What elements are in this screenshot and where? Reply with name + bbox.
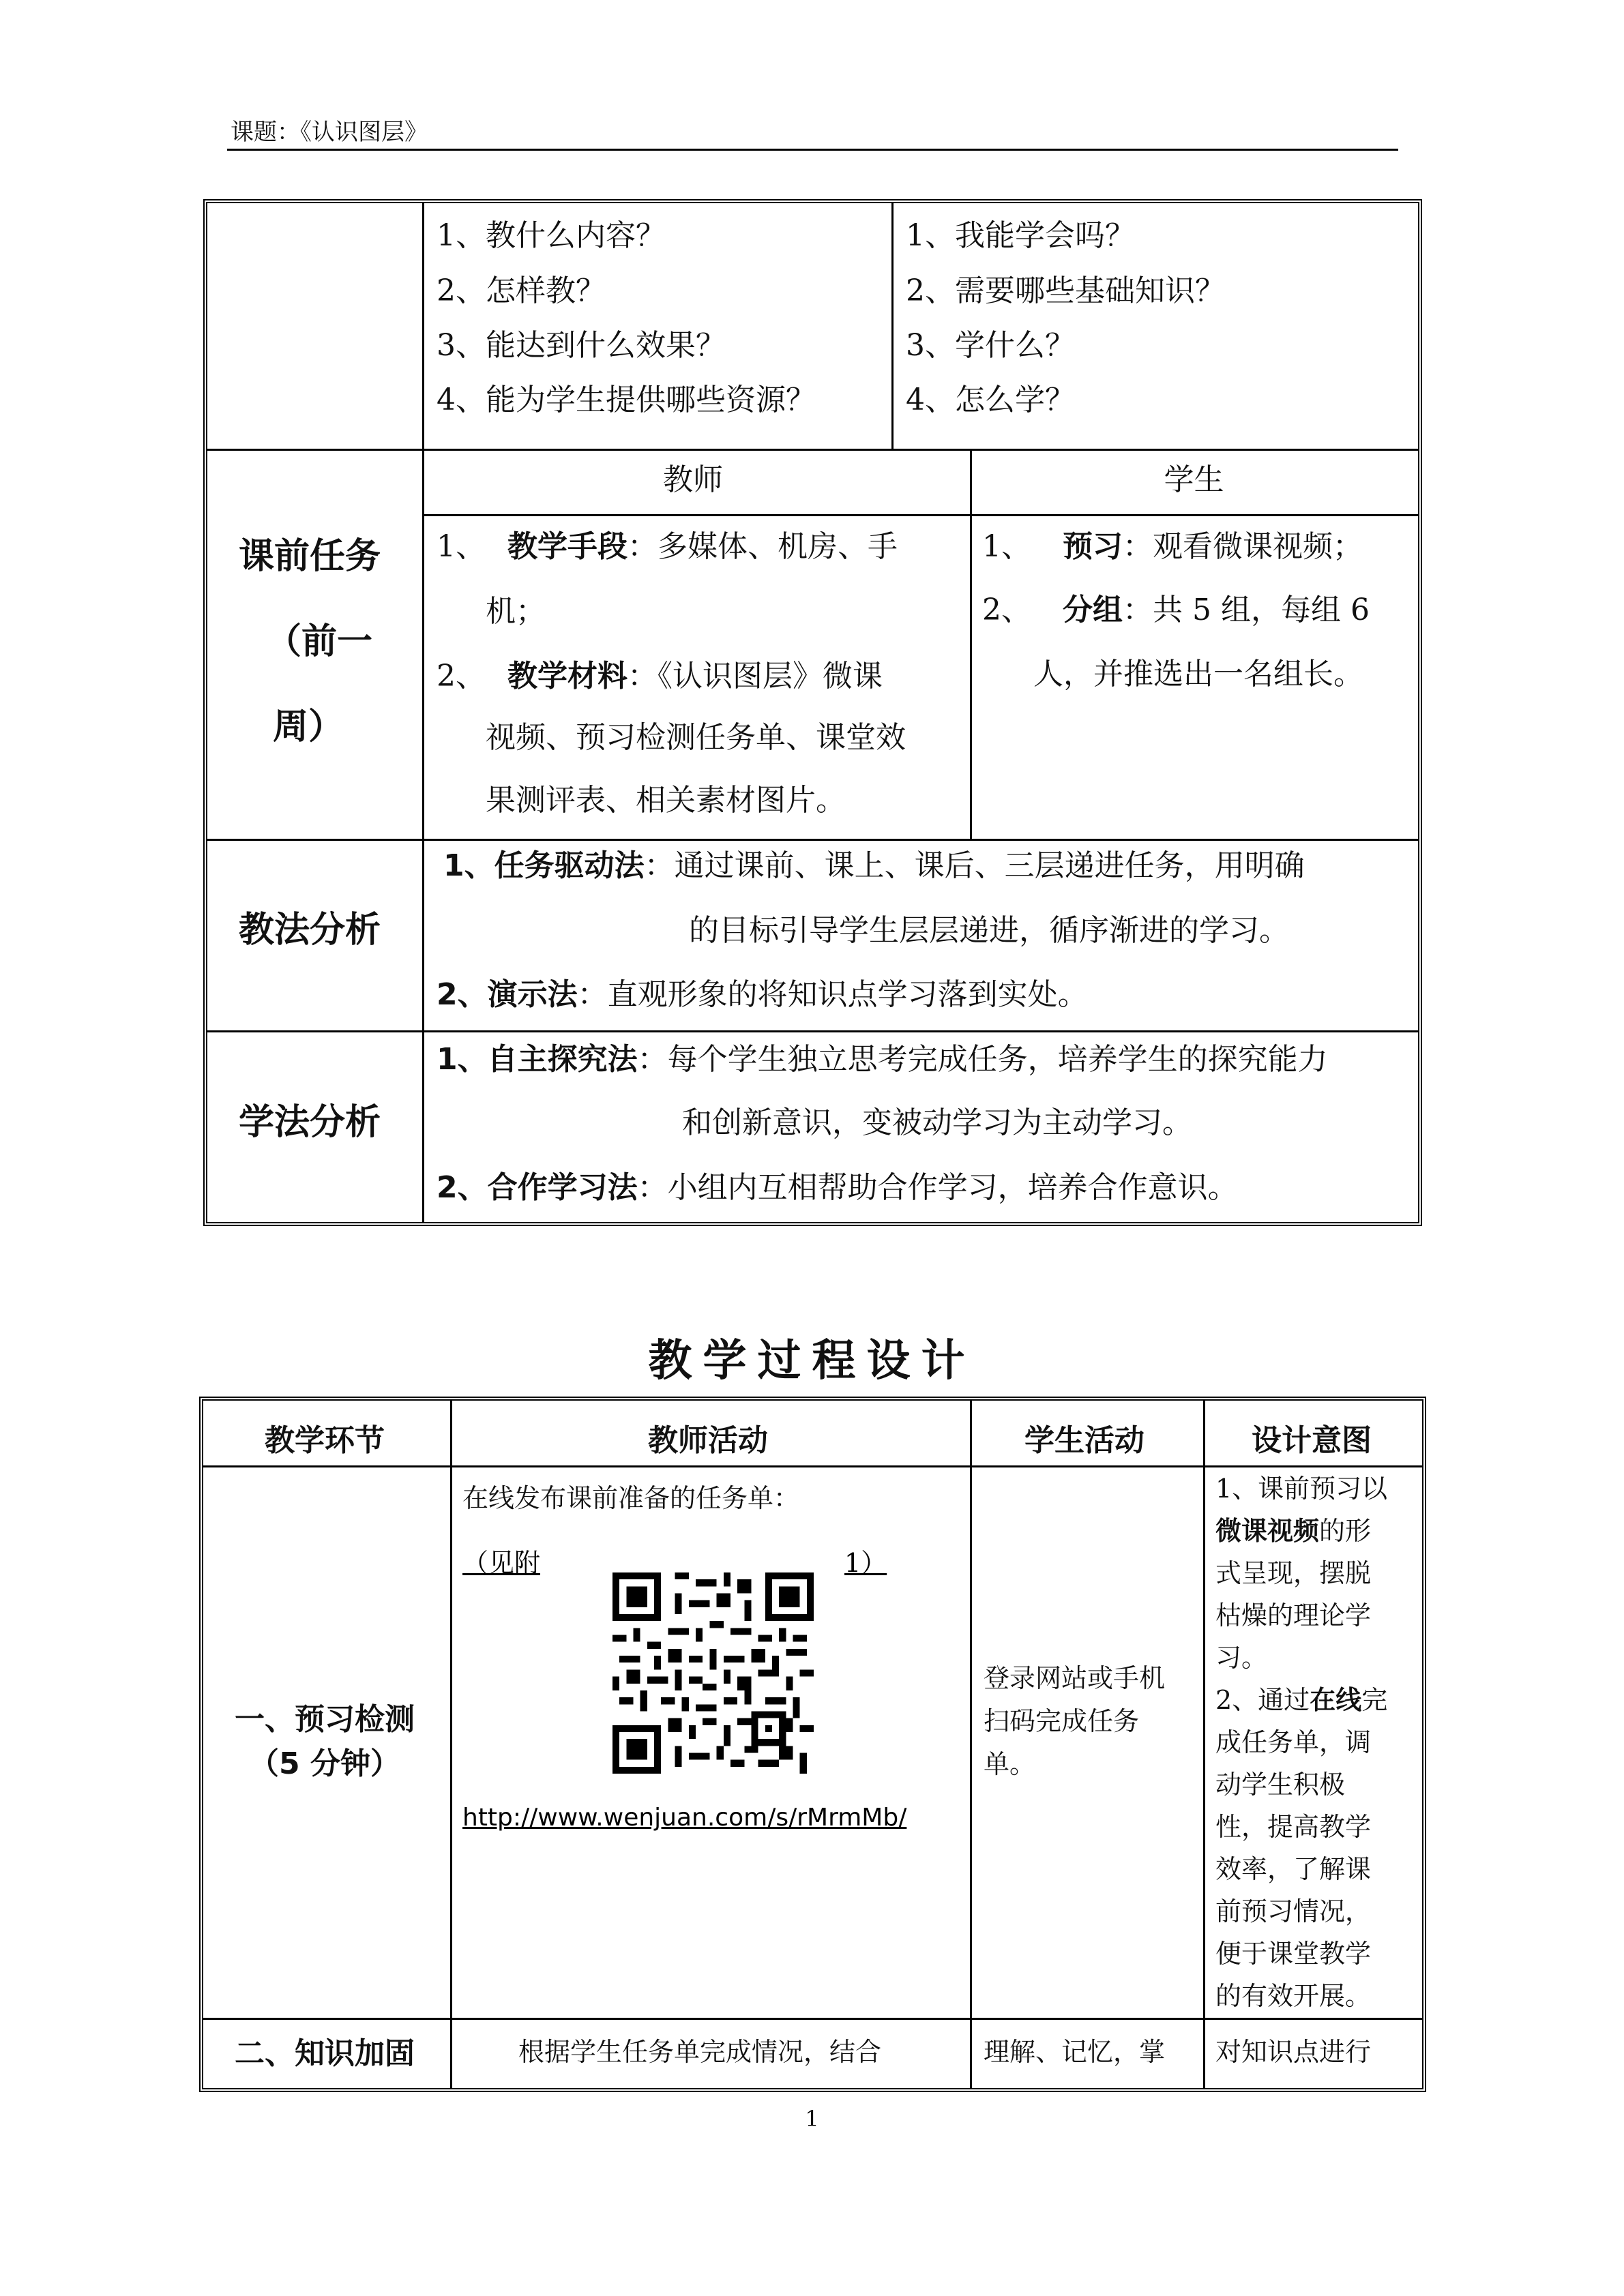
intent-part: 的形 [1319, 1516, 1372, 1546]
student-column-header: 学生 [1164, 462, 1224, 497]
item-text: ：每个学生独立思考完成任务，培养学生的探究能力 [637, 1042, 1328, 1077]
intent-keyword: 微课视频 [1215, 1516, 1320, 1546]
col-border [1203, 1401, 1205, 2088]
student-question: 3、学什么？ [906, 328, 1075, 363]
intent-text [1215, 1518, 1371, 1544]
col-border [450, 1401, 452, 2088]
student-activity-text: 理解、记忆，掌 [984, 2037, 1166, 2067]
item-text: ：观看微课视频； [1123, 529, 1363, 564]
attachment-ref-left[interactable]: （见附 [462, 1548, 541, 1578]
item-keyword: 演示法 [487, 977, 578, 1012]
item-text: ：通过课前、课上、课后、三层递进任务，用明确 [644, 848, 1305, 883]
label-column-border [422, 203, 424, 1222]
intent-part: 完 [1361, 1685, 1388, 1715]
intent-text [1215, 1687, 1387, 1713]
student-question: 4、怎么学？ [906, 383, 1075, 417]
item-keyword: 合作学习法 [487, 1170, 638, 1205]
item-text: ：多媒体、机房、手 [628, 529, 898, 564]
stage-preview-check: 一、预习检测 [235, 1702, 415, 1737]
item-keyword: 自主探究法 [487, 1042, 638, 1077]
learning-method-item [437, 1042, 1328, 1077]
teacher-item-cont: 机； [486, 594, 546, 629]
teaching-method-cont: 的目标引导学生层层递进，循序渐进的学习。 [689, 913, 1289, 948]
student-item-cont: 人，并推选出一名组长。 [1033, 657, 1363, 691]
item-number: 2、 [437, 977, 488, 1012]
item-text: ：小组内互相帮助合作学习，培养合作意识。 [637, 1170, 1238, 1205]
pre-task-label: 课前任务 [239, 536, 381, 577]
intent-text: 1、课前预习以 [1215, 1474, 1388, 1504]
student-question: 1、我能学会吗？ [906, 218, 1135, 253]
learning-method-cont: 和创新意识，变被动学习为主动学习。 [682, 1105, 1192, 1140]
learning-method-label: 学法分析 [239, 1102, 381, 1143]
header-teacher-activity: 教师活动 [648, 1423, 768, 1458]
pre-task-label: （前一 [266, 621, 373, 662]
intent-text: 成任务单，调 [1215, 1727, 1372, 1757]
teacher-column-header: 教师 [663, 462, 723, 497]
student-activity-text: 登录网站或手机 [984, 1663, 1166, 1693]
intent-text: 式呈现，摆脱 [1215, 1558, 1372, 1588]
row3-bottom-border [207, 1030, 1418, 1032]
header-row-border [203, 1465, 1422, 1467]
teacher-item [437, 659, 883, 694]
section-title: 教学过程设计 [648, 1336, 976, 1386]
teacher-question: 2、怎样教？ [437, 273, 606, 308]
item-number: 1、 [437, 529, 486, 564]
pre-task-label: 周） [273, 706, 344, 747]
item-number: 2、 [982, 593, 1031, 627]
item-number: 1、 [982, 529, 1031, 564]
teacher-item-cont: 视频、预习检测任务单、课堂效 [486, 720, 906, 755]
attachment-ref-right[interactable]: 1） [844, 1548, 887, 1578]
stage-duration: （5 分钟） [249, 1746, 400, 1781]
intent-text: 便于课堂教学 [1215, 1939, 1372, 1969]
item-keyword: 任务驱动法 [494, 848, 645, 883]
teacher-activity-text: 根据学生任务单完成情况，结合 [518, 2037, 882, 2067]
intent-text: 习。 [1215, 1643, 1268, 1673]
document-header: 课题：《认识图层》 [231, 119, 428, 146]
item-keyword: 分组 [1063, 593, 1123, 627]
row1-split-border [891, 203, 894, 450]
teaching-method-item [437, 977, 1088, 1012]
teacher-question: 4、能为学生提供哪些资源？ [437, 383, 816, 417]
teacher-question: 3、能达到什么效果？ [437, 328, 726, 363]
header-rule [227, 149, 1398, 151]
item-keyword: 预习 [1063, 529, 1123, 564]
intent-text: 对知识点进行 [1215, 2037, 1372, 2067]
item-number: 2、 [437, 659, 486, 694]
pre-task-header-border [422, 514, 1418, 516]
item-text: ：共 5 组，每组 6 [1123, 593, 1370, 627]
qr-code-image[interactable] [612, 1572, 814, 1774]
intent-text: 的有效开展。 [1215, 1981, 1372, 2011]
teaching-method-item [443, 848, 1305, 883]
learning-method-item [437, 1170, 1238, 1205]
intent-text: 前预习情况， [1215, 1896, 1372, 1926]
header-student-activity: 学生活动 [1024, 1423, 1145, 1458]
row1-bottom-border [207, 449, 1418, 451]
page-number: 1 [805, 2106, 819, 2132]
student-item [982, 595, 1370, 625]
teacher-question: 1、教什么内容？ [437, 218, 666, 253]
intent-keyword: 在线 [1310, 1685, 1362, 1715]
teacher-item [437, 529, 898, 564]
intent-text: 效率，了解课 [1215, 1854, 1372, 1884]
item-number: 1、 [443, 848, 494, 883]
task-sheet-url[interactable]: http://www.wenjuan.com/s/rMrmMb/ [462, 1804, 907, 1832]
header-design-intent: 设计意图 [1252, 1423, 1372, 1458]
teacher-item-cont: 果测评表、相关素材图片。 [486, 783, 846, 818]
row1-bottom-border [203, 2018, 1422, 2020]
student-activity-text: 单。 [984, 1749, 1036, 1779]
intent-text: 枯燥的理论学 [1215, 1600, 1372, 1630]
row2-bottom-border [207, 839, 1418, 841]
intent-text: 性，提高教学 [1215, 1812, 1372, 1842]
item-keyword: 教学材料 [507, 659, 628, 694]
item-number: 2、 [437, 1170, 488, 1205]
student-activity-text: 扫码完成任务 [984, 1706, 1140, 1736]
header-stage: 教学环节 [265, 1423, 385, 1458]
intent-text: 动学生积极 [1215, 1770, 1346, 1800]
item-text: ：直观形象的将知识点学习落到实处。 [577, 977, 1088, 1012]
item-number: 1、 [437, 1042, 488, 1077]
item-keyword: 教学手段 [507, 529, 628, 564]
teacher-activity-text: 在线发布课前准备的任务单： [462, 1483, 800, 1513]
stage-knowledge-consolidation: 二、知识加固 [235, 2036, 415, 2071]
student-question: 2、需要哪些基础知识？ [906, 273, 1225, 308]
item-text: ：《认识图层》微课 [628, 659, 883, 694]
row2-split-border [970, 450, 972, 841]
student-item [982, 529, 1363, 564]
intent-part: 2、通过 [1215, 1685, 1310, 1715]
col-border [970, 1401, 972, 2088]
teaching-method-label: 教法分析 [239, 910, 381, 951]
